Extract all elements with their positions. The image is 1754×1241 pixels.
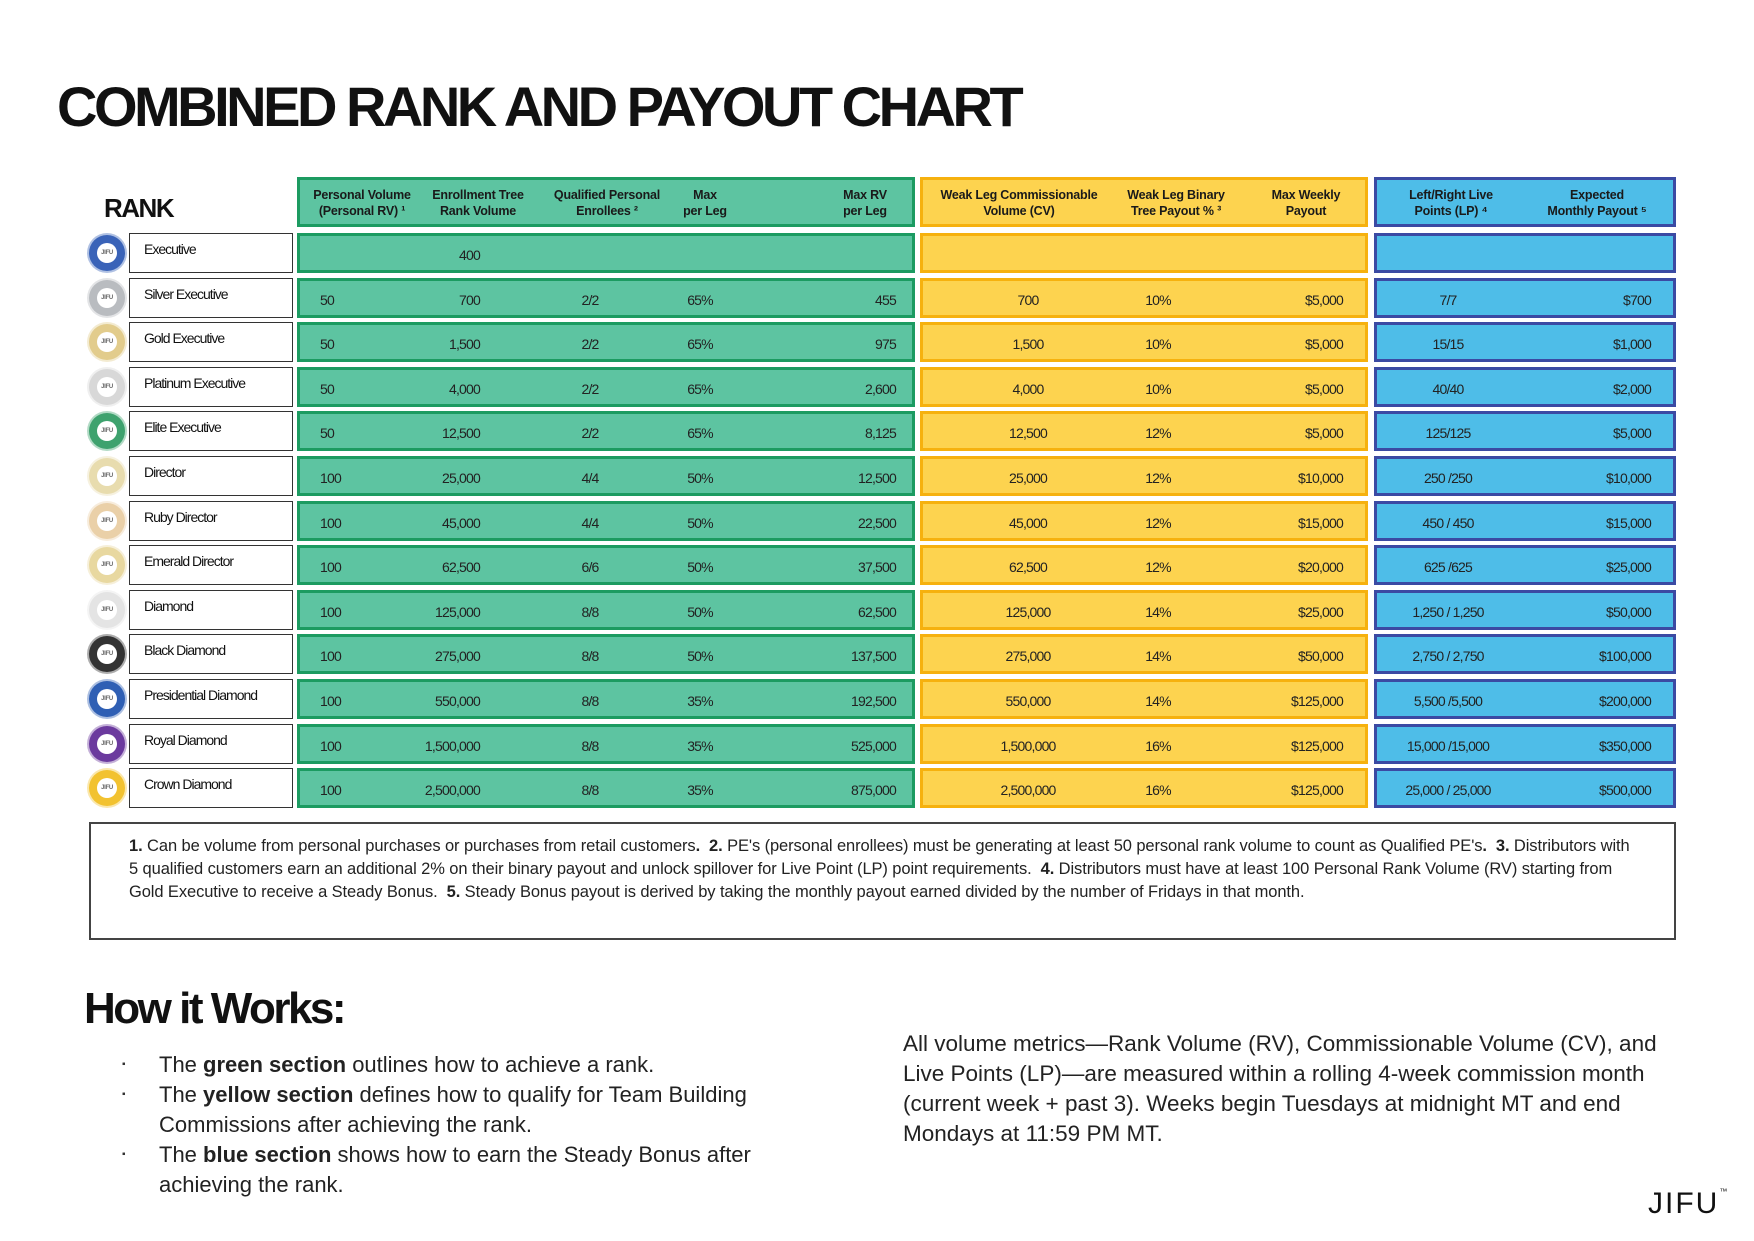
rank-badge-icon bbox=[89, 592, 125, 628]
page-title: COMBINED RANK AND PAYOUT CHART bbox=[57, 75, 1021, 138]
cell-pv: 100 bbox=[320, 738, 341, 754]
cell-max-leg: 35% bbox=[687, 738, 713, 754]
yellow-section-header bbox=[920, 177, 1368, 227]
yellow-row-cell bbox=[920, 590, 1368, 630]
rank-name: Black Diamond bbox=[144, 642, 226, 658]
badge-text: JIFU bbox=[97, 332, 117, 352]
bullet-text: shows how to earn the Steady Bonus after achieving the rank. bbox=[159, 1142, 751, 1197]
badge-text: JIFU bbox=[97, 689, 117, 709]
list-item bbox=[122, 1080, 842, 1140]
cell-monthly: $500,000 bbox=[1599, 782, 1651, 798]
rank-row bbox=[89, 456, 293, 496]
cell-lp: 125/125 bbox=[1425, 425, 1471, 441]
badge-text: JIFU bbox=[97, 466, 117, 486]
cell-cv: 4,000 bbox=[1012, 381, 1044, 397]
cell-pv: 100 bbox=[320, 693, 341, 709]
badge-text: JIFU bbox=[97, 288, 117, 308]
cell-max-rv: 12,500 bbox=[857, 470, 896, 486]
header-max-weekly-payout: Max Weekly Payout bbox=[1271, 188, 1341, 218]
how-it-works-list bbox=[122, 1050, 842, 1200]
rank-name: Emerald Director bbox=[144, 553, 234, 569]
rank-row bbox=[89, 501, 293, 541]
badge-text: JIFU bbox=[97, 555, 117, 575]
header-personal-volume: Personal Volume (Personal RV) ¹ bbox=[313, 188, 411, 218]
blue-row-cell bbox=[1374, 501, 1676, 541]
cell-monthly: $15,000 bbox=[1605, 515, 1651, 531]
footnote-3-number: 3. bbox=[1495, 837, 1510, 855]
rank-badge-icon bbox=[89, 681, 125, 717]
bullet-text: The bbox=[159, 1142, 204, 1167]
cell-max-rv: 22,500 bbox=[857, 515, 896, 531]
cell-max-rv: 137,500 bbox=[850, 648, 896, 664]
footnote-2: PE's (personal enrollees) must be generating at least 50 personal rank volume to count as Qualified PE's bbox=[722, 837, 1483, 855]
header-weak-leg-cv: Weak Leg Commissionable Volume (CV) bbox=[940, 188, 1098, 218]
rank-row bbox=[89, 322, 293, 362]
cell-lp: 2,750 / 2,750 bbox=[1412, 648, 1484, 664]
blue-row-cell bbox=[1374, 679, 1676, 719]
cell-cv: 700 bbox=[1017, 292, 1039, 308]
cell-weekly: $50,000 bbox=[1297, 648, 1343, 664]
footnote-3: Distributors with 5 qualified customers earn an additional 2% on their binary payout and unlock spillover for Live Point (LP) point requirements. bbox=[129, 837, 1630, 878]
cell-qpe: 8/8 bbox=[581, 648, 599, 664]
cell-lp: 5,500 /5,500 bbox=[1413, 693, 1483, 709]
cell-pv: 50 bbox=[320, 292, 334, 308]
cell-qpe: 2/2 bbox=[581, 381, 599, 397]
header-enrollment-tree-rank-volume: Enrollment Tree Rank Volume bbox=[432, 188, 524, 218]
rank-row bbox=[89, 545, 293, 585]
cell-monthly: $50,000 bbox=[1605, 604, 1651, 620]
footnote-1-number: 1. bbox=[129, 837, 143, 855]
yellow-row-cell bbox=[920, 501, 1368, 541]
badge-text: JIFU bbox=[97, 421, 117, 441]
cell-lp: 15/15 bbox=[1432, 336, 1464, 352]
cell-max-rv: 455 bbox=[875, 292, 896, 308]
cell-weekly: $5,000 bbox=[1304, 292, 1343, 308]
yellow-row-cell bbox=[920, 545, 1368, 585]
bullet-text: The bbox=[159, 1052, 204, 1077]
cell-max-leg: 65% bbox=[687, 381, 713, 397]
rank-row bbox=[89, 679, 293, 719]
rank-name: Gold Executive bbox=[144, 330, 225, 346]
rank-badge-icon bbox=[89, 636, 125, 672]
cell-qpe: 2/2 bbox=[581, 425, 599, 441]
green-row-cell bbox=[297, 501, 915, 541]
yellow-row-cell bbox=[920, 278, 1368, 318]
cell-lp: 40/40 bbox=[1432, 381, 1464, 397]
rank-badge-icon bbox=[89, 413, 125, 449]
cell-qpe: 2/2 bbox=[581, 292, 599, 308]
cell-binary: 12% bbox=[1145, 470, 1171, 486]
cell-binary: 10% bbox=[1145, 381, 1171, 397]
rank-badge-icon bbox=[89, 235, 125, 271]
blue-row-cell bbox=[1374, 456, 1676, 496]
cell-cv: 1,500 bbox=[1012, 336, 1044, 352]
jifu-logo bbox=[1648, 1187, 1729, 1221]
cell-lp: 15,000 /15,000 bbox=[1406, 738, 1490, 754]
rank-row bbox=[89, 411, 293, 451]
cell-weekly: $125,000 bbox=[1291, 693, 1343, 709]
blue-row-cell bbox=[1374, 367, 1676, 407]
cell-max-rv: 8,125 bbox=[864, 425, 896, 441]
yellow-row-cell bbox=[920, 679, 1368, 719]
rank-name: Royal Diamond bbox=[144, 732, 227, 748]
blue-row-cell bbox=[1374, 278, 1676, 318]
badge-text: JIFU bbox=[97, 600, 117, 620]
rank-badge-icon bbox=[89, 726, 125, 762]
bullet-bold-text: yellow section bbox=[203, 1082, 354, 1107]
cell-max-leg: 50% bbox=[687, 559, 713, 575]
badge-text: JIFU bbox=[97, 243, 117, 263]
cell-binary: 14% bbox=[1145, 648, 1171, 664]
cell-monthly: $100,000 bbox=[1599, 648, 1651, 664]
cell-pv: 100 bbox=[320, 648, 341, 664]
cell-cv: 45,000 bbox=[1008, 515, 1048, 531]
cell-max-leg: 35% bbox=[687, 782, 713, 798]
blue-row-cell bbox=[1374, 768, 1676, 808]
green-row-cell bbox=[297, 411, 915, 451]
cell-weekly: $5,000 bbox=[1304, 425, 1343, 441]
badge-text: JIFU bbox=[97, 778, 117, 798]
rank-name: Diamond bbox=[144, 598, 194, 614]
rank-badge-icon bbox=[89, 547, 125, 583]
bullet-text: The bbox=[159, 1082, 204, 1107]
cell-max-rv: 62,500 bbox=[857, 604, 896, 620]
cell-qpe: 6/6 bbox=[581, 559, 599, 575]
cell-etrv: 275,000 bbox=[434, 648, 480, 664]
cell-monthly: $700 bbox=[1623, 292, 1651, 308]
rank-badge-icon bbox=[89, 324, 125, 360]
footnote-5-number: 5. bbox=[446, 883, 461, 901]
blue-row-cell bbox=[1374, 590, 1676, 630]
cell-max-leg: 50% bbox=[687, 648, 713, 664]
cell-etrv: 700 bbox=[459, 292, 480, 308]
cell-monthly: $1,000 bbox=[1612, 336, 1651, 352]
green-row-cell bbox=[297, 322, 915, 362]
cell-monthly: $10,000 bbox=[1605, 470, 1651, 486]
green-row-cell bbox=[297, 724, 915, 764]
rank-column-label: RANK bbox=[104, 193, 174, 223]
cell-monthly: $2,000 bbox=[1612, 381, 1651, 397]
blue-row-cell bbox=[1374, 545, 1676, 585]
cell-etrv: 125,000 bbox=[434, 604, 480, 620]
header-max-per-leg: Max per Leg bbox=[683, 188, 727, 218]
rank-badge-icon bbox=[89, 369, 125, 405]
footnote-2-end: . bbox=[1482, 837, 1487, 855]
footnote-2-number: 2. bbox=[709, 837, 723, 855]
rank-row bbox=[89, 590, 293, 630]
rank-row bbox=[89, 278, 293, 318]
cell-weekly: $25,000 bbox=[1297, 604, 1343, 620]
header-left-right-live-points: Left/Right Live Points (LP) ⁴ bbox=[1409, 188, 1493, 218]
yellow-row-cell bbox=[920, 768, 1368, 808]
cell-etrv: 2,500,000 bbox=[424, 782, 480, 798]
cell-cv: 275,000 bbox=[1005, 648, 1051, 664]
cell-qpe: 4/4 bbox=[581, 515, 599, 531]
yellow-row-cell bbox=[920, 456, 1368, 496]
green-row-cell bbox=[297, 768, 915, 808]
cell-pv: 100 bbox=[320, 470, 341, 486]
yellow-row-cell bbox=[920, 724, 1368, 764]
rank-row bbox=[89, 367, 293, 407]
cell-weekly: $20,000 bbox=[1297, 559, 1343, 575]
rank-name: Ruby Director bbox=[144, 509, 217, 525]
cell-pv: 100 bbox=[320, 559, 341, 575]
bullet-bold-text: blue section bbox=[203, 1142, 332, 1167]
cell-etrv: 1,500,000 bbox=[424, 738, 480, 754]
green-row-cell bbox=[297, 278, 915, 318]
cell-etrv: 62,500 bbox=[441, 559, 480, 575]
green-section-header bbox=[297, 177, 915, 227]
rank-name: Silver Executive bbox=[144, 286, 228, 302]
cell-binary: 12% bbox=[1145, 559, 1171, 575]
cell-binary: 12% bbox=[1145, 425, 1171, 441]
green-row-cell bbox=[297, 679, 915, 719]
rank-name: Platinum Executive bbox=[144, 375, 246, 391]
cell-max-rv: 37,500 bbox=[857, 559, 896, 575]
cell-pv: 50 bbox=[320, 336, 334, 352]
yellow-row-cell bbox=[920, 367, 1368, 407]
rolling-period-text: All volume metrics—Rank Volume (RV), Commissionable Volume (CV), and Live Points (LP)—are measured within a rolling 4-week commission month (current week + past 3). Weeks begin Tuesdays at midnight MT and end Mondays at 11:59 PM MT. bbox=[903, 1031, 1657, 1146]
cell-max-rv: 2,600 bbox=[864, 381, 896, 397]
cell-weekly: $125,000 bbox=[1291, 782, 1343, 798]
cell-binary: 12% bbox=[1145, 515, 1171, 531]
green-row-cell bbox=[297, 233, 915, 273]
green-row-cell bbox=[297, 590, 915, 630]
cell-monthly: $350,000 bbox=[1599, 738, 1651, 754]
footnote-4-number: 4. bbox=[1040, 860, 1055, 878]
header-max-rv-per-leg: Max RV per Leg bbox=[843, 188, 887, 218]
cell-pv: 50 bbox=[320, 381, 334, 397]
cell-max-rv: 525,000 bbox=[850, 738, 896, 754]
cell-max-rv: 875,000 bbox=[850, 782, 896, 798]
rank-name: Director bbox=[144, 464, 186, 480]
how-it-works-heading: How it Works: bbox=[84, 984, 345, 1033]
cell-weekly: $15,000 bbox=[1297, 515, 1343, 531]
green-row-cell bbox=[297, 545, 915, 585]
cell-max-leg: 50% bbox=[687, 515, 713, 531]
rank-row bbox=[89, 634, 293, 674]
cell-qpe: 8/8 bbox=[581, 738, 599, 754]
list-item bbox=[122, 1050, 842, 1080]
cell-etrv: 550,000 bbox=[434, 693, 480, 709]
cell-lp: 625 /625 bbox=[1423, 559, 1473, 575]
logo-trademark: ™ bbox=[1719, 1187, 1730, 1196]
cell-lp: 7/7 bbox=[1439, 292, 1457, 308]
cell-lp: 25,000 / 25,000 bbox=[1405, 782, 1491, 798]
cell-max-rv: 192,500 bbox=[850, 693, 896, 709]
footnote-1-end: . bbox=[695, 837, 701, 855]
blue-row-cell bbox=[1374, 724, 1676, 764]
cell-qpe: 8/8 bbox=[581, 782, 599, 798]
cell-etrv: 1,500 bbox=[448, 336, 480, 352]
cell-weekly: $5,000 bbox=[1304, 381, 1343, 397]
cell-max-leg: 65% bbox=[687, 336, 713, 352]
cell-max-leg: 50% bbox=[687, 470, 713, 486]
green-row-cell bbox=[297, 634, 915, 674]
cell-lp: 1,250 / 1,250 bbox=[1412, 604, 1484, 620]
blue-row-cell bbox=[1374, 233, 1676, 273]
cell-weekly: $10,000 bbox=[1297, 470, 1343, 486]
cell-cv: 25,000 bbox=[1008, 470, 1048, 486]
cell-monthly: $25,000 bbox=[1605, 559, 1651, 575]
cell-pv: 100 bbox=[320, 515, 341, 531]
cell-cv: 2,500,000 bbox=[1000, 782, 1056, 798]
cell-weekly: $5,000 bbox=[1304, 336, 1343, 352]
cell-pv: 100 bbox=[320, 604, 341, 620]
cell-etrv: 4,000 bbox=[448, 381, 480, 397]
cell-max-leg: 35% bbox=[687, 693, 713, 709]
cell-binary: 14% bbox=[1145, 604, 1171, 620]
cell-pv: 100 bbox=[320, 782, 341, 798]
rank-badge-icon bbox=[89, 280, 125, 316]
blue-section-header bbox=[1374, 177, 1676, 227]
rank-badge-icon bbox=[89, 458, 125, 494]
bullet-text: defines how to qualify for Team Building Commissions after achieving the rank. bbox=[159, 1082, 747, 1137]
rank-row bbox=[89, 233, 293, 273]
cell-cv: 12,500 bbox=[1008, 425, 1048, 441]
cell-binary: 10% bbox=[1145, 336, 1171, 352]
footnote-1: Can be volume from personal purchases or purchases from retail customers bbox=[142, 837, 696, 855]
rank-badge-icon bbox=[89, 503, 125, 539]
cell-max-leg: 50% bbox=[687, 604, 713, 620]
header-weak-leg-binary: Weak Leg Binary Tree Payout % ³ bbox=[1127, 188, 1225, 218]
cell-binary: 10% bbox=[1145, 292, 1171, 308]
blue-row-cell bbox=[1374, 322, 1676, 362]
blue-row-cell bbox=[1374, 634, 1676, 674]
bullet-text: outlines how to achieve a rank. bbox=[346, 1052, 655, 1077]
green-row-cell bbox=[297, 456, 915, 496]
rank-name: Executive bbox=[144, 241, 196, 257]
cell-etrv: 25,000 bbox=[441, 470, 480, 486]
cell-cv: 125,000 bbox=[1005, 604, 1051, 620]
rank-row bbox=[89, 724, 293, 764]
badge-text: JIFU bbox=[97, 644, 117, 664]
cell-qpe: 8/8 bbox=[581, 604, 599, 620]
badge-text: JIFU bbox=[97, 377, 117, 397]
cell-monthly: $200,000 bbox=[1599, 693, 1651, 709]
rank-name: Presidential Diamond bbox=[144, 687, 258, 703]
cell-qpe: 8/8 bbox=[581, 693, 599, 709]
footnote-4: Distributors must have at least 100 Personal Rank Volume (RV) starting from Gold Executive to receive a Steady Bonus. bbox=[129, 860, 1613, 901]
yellow-row-cell bbox=[920, 233, 1368, 273]
cell-qpe: 4/4 bbox=[581, 470, 599, 486]
green-row-cell bbox=[297, 367, 915, 407]
cell-lp: 250 /250 bbox=[1423, 470, 1473, 486]
cell-binary: 16% bbox=[1145, 782, 1171, 798]
badge-text: JIFU bbox=[97, 734, 117, 754]
cell-binary: 14% bbox=[1145, 693, 1171, 709]
cell-cv: 550,000 bbox=[1005, 693, 1051, 709]
header-expected-monthly-payout: Expected Monthly Payout ⁵ bbox=[1547, 188, 1647, 218]
cell-max-leg: 65% bbox=[687, 425, 713, 441]
header-qualified-personal-enrollees: Qualified Personal Enrollees ² bbox=[553, 188, 661, 218]
cell-pv: 50 bbox=[320, 425, 334, 441]
rank-row bbox=[89, 768, 293, 808]
footnotes bbox=[89, 822, 1676, 940]
yellow-row-cell bbox=[920, 411, 1368, 451]
cell-cv: 1,500,000 bbox=[1000, 738, 1056, 754]
bullet-bold-text: green section bbox=[203, 1052, 347, 1077]
cell-binary: 16% bbox=[1145, 738, 1171, 754]
yellow-row-cell bbox=[920, 634, 1368, 674]
logo-text: JIFU bbox=[1648, 1187, 1720, 1220]
yellow-row-cell bbox=[920, 322, 1368, 362]
cell-etrv: 45,000 bbox=[441, 515, 480, 531]
cell-qpe: 2/2 bbox=[581, 336, 599, 352]
cell-max-leg: 65% bbox=[687, 292, 713, 308]
cell-lp: 450 / 450 bbox=[1422, 515, 1474, 531]
list-item bbox=[122, 1140, 842, 1200]
cell-weekly: $125,000 bbox=[1291, 738, 1343, 754]
cell-max-rv: 975 bbox=[875, 336, 896, 352]
badge-text: JIFU bbox=[97, 511, 117, 531]
blue-row-cell bbox=[1374, 411, 1676, 451]
rank-badge-icon bbox=[89, 770, 125, 806]
rank-name: Crown Diamond bbox=[144, 776, 232, 792]
footnote-5: Steady Bonus payout is derived by taking the monthly payout earned divided by the number of Fridays in that month. bbox=[460, 883, 1305, 901]
rank-name: Elite Executive bbox=[144, 419, 221, 435]
cell-cv: 62,500 bbox=[1008, 559, 1048, 575]
cell-monthly: $5,000 bbox=[1612, 425, 1651, 441]
cell-etrv: 400 bbox=[459, 247, 480, 263]
cell-etrv: 12,500 bbox=[441, 425, 480, 441]
